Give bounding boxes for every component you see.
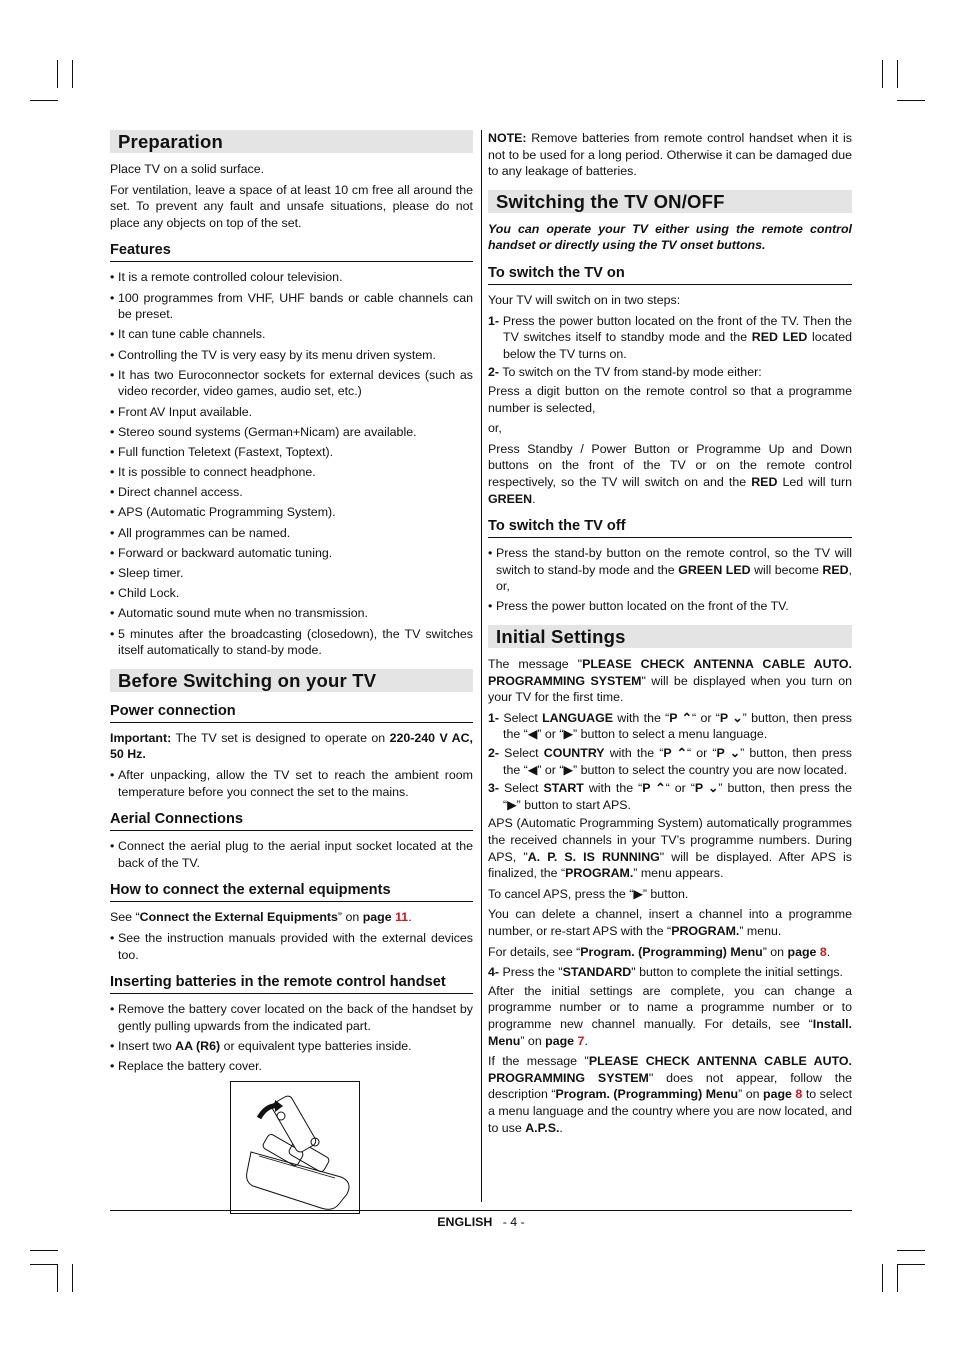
crop-mark	[72, 1264, 73, 1292]
list-item: • Controlling the TV is very easy by its menu driven system.	[110, 347, 473, 364]
list-item: • All programmes can be named.	[110, 525, 473, 542]
preparation-text: Place TV on a solid surface.	[110, 162, 265, 176]
step-1: 1- Press the power button located on the front of the TV. Then the TV switches itself to standby mode and the RED LED located below the TV turns on.	[488, 313, 852, 361]
aerial-title: Aerial Connections	[110, 810, 473, 831]
switch-on-text: or,	[488, 421, 502, 436]
crop-mark	[57, 1264, 58, 1292]
crop-mark	[30, 1250, 58, 1251]
remote-battery-illustration	[230, 1081, 360, 1214]
features-list	[110, 269, 473, 658]
features-title: Features	[110, 241, 473, 262]
list-item: • Forward or backward automatic tuning.	[110, 545, 473, 562]
right-column	[488, 130, 852, 1140]
note-text: NOTE: Remove batteries from remote control handset when it is not to be used for a long period. Otherwise it can be damaged due to any leakage of batteries.	[488, 131, 852, 179]
switch-on-title: To switch the TV on	[488, 264, 852, 285]
crop-mark	[897, 60, 898, 88]
list-item: • Direct channel access.	[110, 484, 473, 501]
column-divider	[481, 130, 482, 1202]
step-3: 3- Select START with the “P ⌃“ or “P ⌄” button, then press the “▶” button to start APS.	[488, 781, 852, 812]
list-item: • Press the stand-by button on the remote control, so the TV will switch to stand-by mode and the GREEN LED will become RED, or,	[488, 545, 852, 595]
section-switching-title: Switching the TV ON/OFF	[488, 190, 852, 213]
power-title: Power connection	[110, 702, 473, 723]
step-1: 1- Select LANGUAGE with the “P ⌃“ or “P ⌄” button, then press the “◀” or “▶” button to select a menu language.	[488, 710, 853, 742]
crop-mark	[30, 100, 58, 101]
crop-mark	[882, 60, 883, 88]
after-text: After the initial settings are complete, you can change a programme number or to name a programme number or to programme new channel manually. For details, see “Install. Menu” on page 7.	[488, 983, 852, 1048]
list-item: • Front AV Input available.	[110, 404, 473, 421]
preparation-text: For ventilation, leave a space of at least 10 cm free all around the set. To prevent any fault and unsafe situations, please do not place any objects on top of the set.	[110, 182, 473, 230]
power-important: Important: The TV set is designed to operate on 220-240 V AC, 50 Hz.	[110, 730, 473, 762]
crop-mark	[897, 100, 925, 101]
details-text: For details, see “Program. (Programming) Menu” on page 8.	[488, 944, 831, 959]
list-item: • Sleep timer.	[110, 565, 473, 582]
external-title: How to connect the external equipments	[110, 881, 473, 902]
list-item: • It has two Euroconnector sockets for external devices (such as video recorder, video games, audio set, etc.)	[110, 367, 473, 400]
list-item: • Connect the aerial plug to the aerial input socket located at the back of the TV.	[110, 838, 473, 871]
page-footer: ENGLISH - 4 -	[437, 1215, 525, 1229]
section-initial-title: Initial Settings	[488, 625, 852, 648]
switching-intro: You can operate your TV either using the remote control handset or directly using the TV onset buttons.	[488, 221, 852, 253]
list-item: • Child Lock.	[110, 585, 473, 602]
list-item: • It can tune cable channels.	[110, 326, 473, 343]
step-2: 2- To switch on the TV from stand-by mode either:	[488, 365, 762, 380]
footer-rule	[110, 1210, 852, 1211]
list-item: • Insert two AA (R6) or equivalent type batteries inside.	[110, 1038, 473, 1055]
switch-off-title: To switch the TV off	[488, 517, 852, 538]
batteries-title: Inserting batteries in the remote control handset	[110, 973, 473, 994]
list-item: • 5 minutes after the broadcasting (closedown), the TV switches itself automatically to stand-by mode.	[110, 626, 473, 659]
crop-mark	[72, 60, 73, 88]
switch-on-text: Press a digit button on the remote control so that a programme number is selected,	[488, 383, 852, 415]
delete-text: You can delete a channel, insert a channel into a programme number, or re-start APS with the “PROGRAM.” menu.	[488, 907, 852, 938]
left-column	[110, 130, 473, 1214]
list-item: • APS (Automatic Programming System).	[110, 504, 473, 521]
section-before-title: Before Switching on your TV	[110, 669, 473, 692]
list-item: • Stereo sound systems (German+Nicam) are available.	[110, 424, 473, 441]
crop-mark	[882, 1264, 883, 1292]
list-item: • See the instruction manuals provided with the external devices too.	[110, 930, 473, 963]
external-see: See “Connect the External Equipments” on page 11.	[110, 910, 412, 925]
list-item: • Press the power button located on the front of the TV.	[488, 598, 852, 615]
list-item: • 100 programmes from VHF, UHF bands or cable channels can be preset.	[110, 290, 473, 323]
crop-mark	[897, 1264, 898, 1292]
crop-mark	[897, 1250, 925, 1251]
list-item: • Full function Teletext (Fastext, Toptext).	[110, 444, 473, 461]
section-preparation-title: Preparation	[110, 130, 473, 153]
crop-mark	[57, 60, 58, 88]
step-2: 2- Select COUNTRY with the “P ⌃“ or “P ⌄” button, then press the “◀” or “▶” button to select the country you are now located.	[488, 746, 852, 777]
list-item: • It is a remote controlled colour television.	[110, 269, 473, 286]
switch-on-text: Your TV will switch on in two steps:	[488, 292, 681, 307]
aps-text: APS (Automatic Programming System) automatically programmes the received channels in your TV’s programme numbers. During APS, "A. P. S. IS RUNNING" will be displayed. After APS is finalized, the “PROGRAM.” menu appears.	[488, 816, 852, 881]
if-text: If the message "PLEASE CHECK ANTENNA CABLE AUTO. PROGRAMMING SYSTEM" does not appear, follow the description “Program. (Programming) Menu” on page 8 to select a menu language and the country where you are now located, and to use A.P.S..	[488, 1054, 853, 1135]
crop-mark	[30, 1264, 58, 1265]
switch-on-text: Press Standby / Power Button or Programme Up and Down buttons on the front of the TV or on the remote control respectively, so the TV will switch on and the RED Led will turn GREEN.	[488, 441, 852, 506]
crop-mark	[897, 1264, 925, 1265]
cancel-text: To cancel APS, press the “▶” button.	[488, 886, 689, 901]
list-item: • It is possible to connect headphone.	[110, 464, 473, 481]
list-item: • Remove the battery cover located on the back of the handset by gently pulling upwards from the indicated part.	[110, 1001, 473, 1034]
initial-text: The message "PLEASE CHECK ANTENNA CABLE AUTO. PROGRAMMING SYSTEM" will be displayed when you turn on your TV for the first time.	[488, 657, 852, 705]
step-4: 4- Press the "STANDARD" button to complete the initial settings.	[488, 965, 843, 980]
list-item: • After unpacking, allow the TV set to reach the ambient room temperature before you connect the set to the mains.	[110, 767, 473, 800]
list-item: • Automatic sound mute when no transmission.	[110, 605, 473, 622]
list-item: • Replace the battery cover.	[110, 1058, 473, 1075]
